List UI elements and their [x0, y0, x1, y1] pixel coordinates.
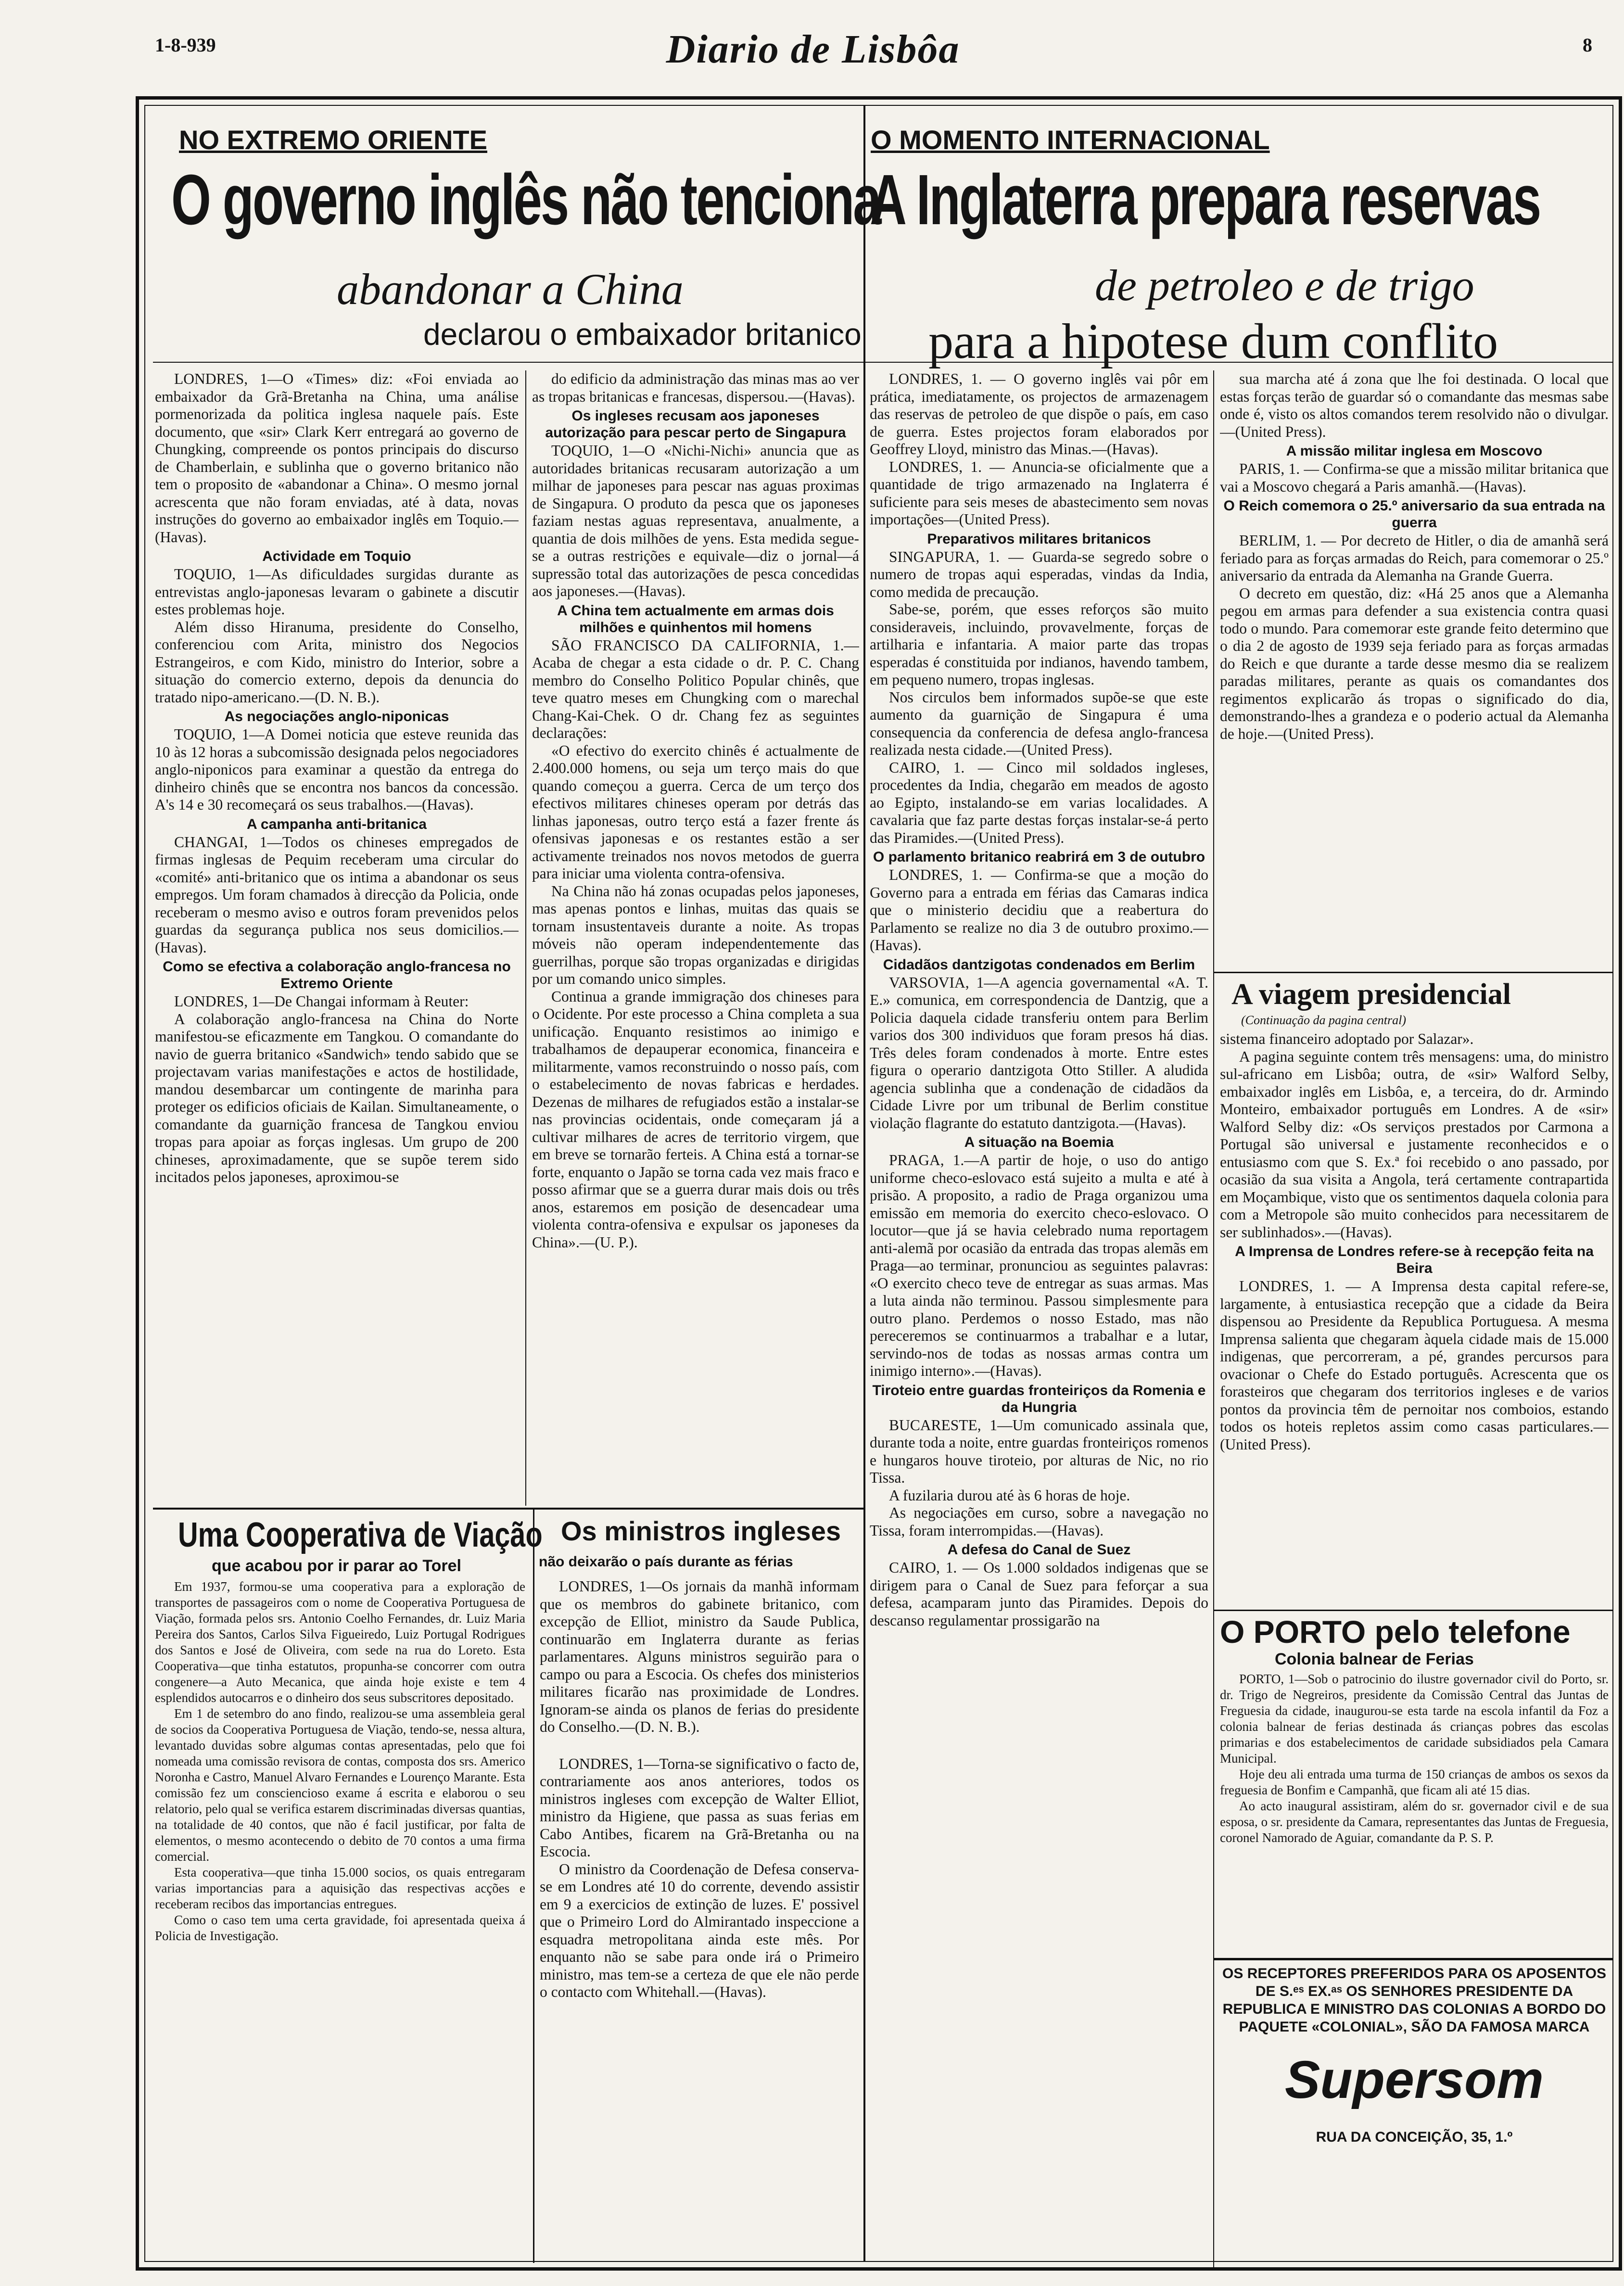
paragraph: TOQUIO, 1—As dificuldades surgidas durante as entrevistas anglo-japonesas levaram o gabinete a discutir estes problemas hoje.	[155, 566, 519, 618]
porto-title: O PORTO pelo telefone	[1220, 1614, 1571, 1650]
issue-date: 1-8-939	[155, 34, 216, 56]
spacer	[540, 1736, 859, 1755]
paragraph: LONDRES, 1—Torna-se significativo o facto de, contrariamente aos anos anteriores, todos os ministros ingleses com excepção de Walter Elliot, ministro da Higiene, que passa as suas ferias em Cabo Antibes, ficarem na Grã-Bretanha ou na Escocia.	[540, 1755, 859, 1860]
column-porto	[1220, 1671, 1609, 1955]
column-intl-2	[1220, 370, 1609, 967]
section-subhead: A missão militar inglesa em Moscovo	[1286, 443, 1543, 459]
headline-intl: A Inglaterra prepara reservas	[870, 160, 1540, 240]
paragraph: Além disso Hiranuma, presidente do Conselho, conferenciou com Arita, ministro dos Negocios Estrangeiros, e com Kido, ministro do Interior, sobre a situação do comercio externo, depois da denuncia do tratado nipo-americano.—(D. N. B.).	[155, 618, 519, 706]
paragraph: LONDRES, 1—Os jornais da manhã informam que os membros do gabinete britanico, com excepção de Elliot, ministro da Saude Publica, continuarão em Inglaterra durante as ferias parlamentares. Alguns ministros seguirão para o campo ou para a Escocia. Os chefes dos ministerios militares ficarão nas proximidade de Londres. Ignoram-se ainda os planos de ferias do presidente do Conselho.—(D. N. B.).	[540, 1578, 859, 1735]
paragraph: LONDRES, 1. — O governo inglês vai pôr em prática, imediatamente, os projectos de armazenagem das reservas de petroleo de que dispõe o país, em caso de guerra. Estes projectos foram elaborados por Geoffrey Lloyd, ministro das Minas.—(Havas).	[870, 370, 1208, 457]
headline-china: O governo inglês não tenciona	[171, 160, 880, 240]
paragraph: LONDRES, 1. — Confirma-se que a moção do Governo para a entrada em férias das Camaras indica que o ministerio decidiu que a reabertura do Parlamento se realize no dia 3 de outubro proximo.—(Havas).	[870, 866, 1208, 953]
section-rule	[1214, 1958, 1613, 1960]
paragraph: A fuzilaria durou até às 6 horas de hoje.	[889, 1486, 1130, 1504]
paragraph: PARIS, 1. — Confirma-se que a missão militar britanica que vai a Moscovo chegará a Paris amanhã.—(Havas).	[1220, 460, 1609, 495]
column-china-2	[532, 370, 859, 1507]
paragraph: Nos circulos bem informados supõe-se que este aumento da guarnição de Singapura é uma consequencia da conferencia de defesa anglo-francesa realizada nesta cidade.—(United Press).	[870, 688, 1208, 758]
paragraph: O ministro da Coordenação de Defesa conserva-se em Londres até 10 do corrente, devendo assistir em 9 a exercicios de extinção de luzes. E' possivel que o Primeiro Lord do Almirantado inspeccione a esquadra metropolitana ainda este mês. Por enquanto não se sabe para onde irá o Primeiro ministro, mas tem-se a certeza de que ele não perde o contacto com Whitehall.—(Havas).	[540, 1860, 859, 2000]
paragraph: CHANGAI, 1—Todos os chineses empregados de firmas inglesas de Pequim receberam uma circular do «comité» anti-britanico que os intima a abandonar os seus empregos. Um foram chamados à direcção da Policia, onde receberam o mesmo aviso e outros foram prevenidos pelos guardas da segurança publica nos seus domicilios.—(Havas).	[155, 833, 519, 956]
section-subhead: A situação na Boemia	[964, 1134, 1114, 1150]
column-rule	[525, 370, 526, 1506]
paragraph: Esta cooperativa—que tinha 15.000 socios, os quais entregaram varias importancias para a aquisição das respectivas acções e receberam recibos das importancias entregues.	[155, 1865, 525, 1911]
cooperativa-title: Uma Cooperativa de Viação	[178, 1516, 543, 1554]
paragraph: BERLIM, 1. — Por decreto de Hitler, o dia de amanhã será feriado para as forças armadas do Reich, para comemorar o 25.º aniversario da entrada da Alemanha na Grande Guerra.	[1220, 532, 1609, 584]
section-subhead: A China tem actualmente em armas dois milhões e quinhentos mil homens	[557, 602, 834, 635]
section-rule	[153, 1508, 864, 1510]
subhead2-china: declarou o embaixador britanico	[423, 317, 862, 352]
paragraph: O decreto em questão, diz: «Há 25 anos que a Alemanha pegou em armas para defender a sua existencia contra quasi todo o mundo. Para comemorar este grande feito determino que o dia 2 de agosto de 1939 seja feriado para as forças armadas do Reich e que durante a tarde desse mesmo dia se realizem paradas militares, perante as quais os comandantes dos regimentos explicarão ás tropas o significado do dia, demonstrando-lhes a grandeza e o poderio actual da Alemanha de hoje.—(United Press).	[1220, 584, 1609, 742]
paragraph: PORTO, 1—Sob o patrocinio do ilustre governador civil do Porto, sr. dr. Trigo de Negreiros, presidente da Comissão Central das Juntas de Freguesia da cidade, inaugurou-se esta tarde na escola infantil da Foz a colonia balnear de ferias destinada ás crianças pobres das escolas primarias e dos estabelecimentos de caridade subsidiados pela Camara Municipal.	[1220, 1672, 1609, 1765]
section-rule	[1214, 1610, 1613, 1611]
paragraph: LONDRES, 1—De Changai informam à Reuter:	[174, 993, 469, 1010]
subhead-intl: de petroleo e de trigo	[1095, 261, 1474, 310]
paragraph: TOQUIO, 1—O «Nichi-Nichi» anuncia que as autoridades britanicas recusaram autorização a um milhar de japoneses para pescar nas aguas proximas de Singapura. O produto da pesca que os japoneses faziam nestas aguas representava, anualmente, a quantia de dois milhões de yens. Esta medida segue-se a outras restrições e equivale—diz o jornal—á supressão total das autorizações de pesca concedidas aos japoneses.—(Havas).	[532, 442, 859, 599]
column-china-1	[155, 370, 519, 1507]
viagem-continuation: (Continuação da pagina central)	[1241, 1013, 1407, 1027]
masthead: Diario de Lisbôa	[666, 27, 960, 72]
paragraph: sua marcha até á zona que lhe foi destinada. O local que estas forças terão de guardar só o comandante das mesmas sabe onde é, visto os altos comandos terem resolvido não o divulgar.—(United Press).	[1220, 370, 1609, 440]
paragraph: A colaboração anglo-francesa na China do Norte manifestou-se eficazmente em Tangkou. O comandante do navio de guerra britanico «Sandwich» tendo sabido que se projectavam varias manifestações e actos de hostilidade, mandou desembarcar um contingente de marinha para proteger os edificios oficiais de Kailan. Simultaneamente, o comandante da guarnição francesa de Tangkou enviou tropas para apoiar as forças inglesas. Um grupo de 200 chineses, aproximadamente, que se supõe terem sido incitados pelos japoneses, aproximou-se	[155, 1010, 519, 1185]
column-rule	[1213, 370, 1214, 2271]
section-subhead: O parlamento britanico reabrirá em 3 de outubro	[873, 849, 1205, 865]
section-subhead: Preparativos militares britanicos	[927, 531, 1151, 547]
column-ministros	[540, 1578, 859, 2261]
section-rule	[1214, 972, 1613, 973]
paragraph: As negociações em curso, sobre a navegação no Tissa, foram interrompidas.—(Havas).	[870, 1504, 1208, 1539]
paragraph: Ao acto inaugural assistiram, além do sr. governador civil e de sua esposa, o sr. presidente da Camara, representantes das Juntas de Freguesia, coronel Namorado de Aguiar, comandante da P. S. P.	[1220, 1799, 1609, 1845]
porto-subtitle: Colonia balnear de Ferias	[1275, 1650, 1474, 1668]
paragraph: LONDRES, 1. — Anuncia-se oficialmente que a quantidade de trigo armazenado na Inglaterra é suficiente para seis meses de abastecimento sem novas importações—(United Press).	[870, 458, 1208, 528]
center-divider	[863, 106, 865, 2261]
section-subhead: Cidadãos dantzigotas condenados em Berlim	[883, 956, 1195, 973]
section-subhead: As negociações anglo-niponicas	[224, 709, 449, 724]
subhead-china: abandonar a China	[337, 265, 684, 314]
paragraph: Na China não há zonas ocupadas pelos japoneses, mas apenas pontos e linhas, muitas das quais se tornam insustentaveis durante a noite. As tropas móveis não operam independentemente das guerrilhas, porque são tropas organizadas e dirigidas por um comando unico simples.	[532, 882, 859, 987]
paragraph: VARSOVIA, 1—A agencia governamental «A. T. E.» comunica, em correspondencia de Dantzig, que a Policia daquela cidade transferiu ontem para Berlim varios dos 300 individuos que foram presos há dias. Três deles foram condenados à morte. Entre estes figura o operario dantzigota Otto Stiller. A aludida agencia sublinha que a condenação de cidadãos da Cidade Livre por um tribunal de Berlim constitue violação flagrante do estatuto dantzigota.—(Havas).	[870, 974, 1208, 1131]
section-subhead: Os ingleses recusam aos japoneses autorização para pescar perto de Singapura	[545, 408, 846, 441]
paragraph: Em 1 de setembro do ano findo, realizou-se uma assembleia geral de socios da Cooperativa Portuguesa de Viação, tendo-se, nessa altura, levantado duvidas sobre algumas contas apresentadas, pelo que foi nomeada uma comissão revisora de contas, composta dos srs. Americo Noronha e Castro, Manuel Alvaro Fernandes e Lourenço Marante. Esta comissão fez um consciencioso exame á escrita e elaborou o seu relatorio, pelo qual se verifica estarem discriminadas diversas quantias, na totalidade de 40 contos, que não é facil justificar, por falta de elementos, o mesmo acontecendo o debito de 70 contos a uma firma comercial.	[155, 1706, 525, 1864]
column-intl-1	[870, 370, 1208, 2261]
paragraph: Em 1937, formou-se uma cooperativa para a exploração de transportes de passageiros com o nome de Cooperativa Portuguesa de Viação, formada pelos srs. Antonio Coelho Fernandes, dr. Luiz Maria Pereira dos Santos, Carlos Silva Figueiredo, Luiz Portugal Rodrigues dos Santos e José de Oliveira, com sede na rua do Loreto. Esta Cooperativa—que tinha estatutos, propunha-se concorrer com outra congenere—a Auto Mecanica, que ainda hoje existe e tem 4 esplendidos autocarros e o dinheiro dos seus subscritores depositado.	[155, 1579, 525, 1705]
ad-brand: Supersom	[1285, 2050, 1544, 2109]
paragraph: CAIRO, 1. — Os 1.000 soldados indigenas que se dirigem para o Canal de Suez para feforçar a sua defesa, acamparam junto das Piramides. Depois do descanso regulamentar prossigarão na	[870, 1559, 1208, 1629]
paragraph: A pagina seguinte contem três mensagens: uma, do ministro sul-africano em Lisbôa; outra, de «sir» Walford Selby, embaixador inglês em Lisbôa, e, a terceira, do dr. Armindo Monteiro, embaixador português em Londres. A de «sir» Walford Selby diz: «Os serviços prestados por Carmona a Portugal são universal e justamente reconhecidos e o entusiasmo com que S. Ex.ª foi recebido o ano passado, por ocasião da sua visita a Angola, terá certamente contrapartida em Moçambique, visto que os sentimentos daquela colonia para com a Metropole são muito conhecidos para necessitarem de ser sublinhados».—(Havas).	[1220, 1048, 1609, 1241]
paragraph: BUCARESTE, 1—Um comunicado assinala que, durante toda a noite, entre guardas fronteiriços romenos e hungaros houve tiroteio, por alturas de Nic, no rio Tissa.	[870, 1416, 1208, 1486]
paragraph: SÃO FRANCISCO DA CALIFORNIA, 1.—Acaba de chegar a esta cidade o dr. P. C. Chang membro do Conselho Politico Popular chinês, que teve quatro meses em Chungking com o marechal Chang-Kai-Chek. O dr. Chang fez as seguintes declarações:	[532, 636, 859, 741]
column-viagem	[1220, 1030, 1609, 1608]
section-subhead: O Reich comemora o 25.º aniversario da sua entrada na guerra	[1223, 498, 1605, 531]
paragraph: CAIRO, 1. — Cinco mil soldados ingleses, procedentes da India, chegarão em meados de agosto ao Egipto, instalando-se em varias localidades. A cavalaria que faz parte destas forças instalar-se-á perto das Piramides.—(United Press).	[870, 759, 1208, 846]
section-subhead: A Imprensa de Londres refere-se à recepção feita na Beira	[1235, 1244, 1594, 1276]
section-subhead: Como se efectiva a colaboração anglo-francesa no Extremo Oriente	[163, 959, 511, 991]
paragraph: «O efectivo do exercito chinês é actualmente de 2.400.000 homens, ou seja um terço mais do que quando começou a guerra. Cerca de um terço dos efectivos militares chineses operam por detrás das linhas japonesas, outro terço está a fazer frente ás ofensivas japonesas e os restantes estão a ser activamente treinados nos novos metodos de guerra para iniciar uma violenta contra-ofensiva.	[532, 742, 859, 882]
paragraph: Continua a grande immigração dos chineses para o Ocidente. Por este processo a China completa a sua unificação. Enquanto resistimos ao inimigo e trabalhamos de depauperar economica, financeira e militarmente, vamos reconstruindo o nosso país, com o estabelecimento de novas fabricas e herdades. Dezenas de milhares de refugiados estão a instalar-se nas provincias ocidentais, onde começaram já a cultivar milhares de acres de territorio virgem, que em breve se tornarão ferteis. A China está a tornar-se forte, enquanto o Japão se torna cada vez mais fraco e posso afirmar que se a guerra durar mais dois ou três anos, estaremos em posição de desencadear uma violenta contra-ofensiva e expulsar os japoneses da China».—(U. P.).	[532, 988, 859, 1251]
ad-text: OS RECEPTORES PREFERIDOS PARA OS APOSENTOS DE S.ᵉˢ EX.ᵃˢ OS SENHORES PRESIDENTE DA REPUBLICA E MINISTRO DAS COLONIAS A BORDO DO PAQUETE «COLONIAL», SÃO DA FAMOSA MARCA	[1222, 1966, 1606, 2035]
viagem-title: A viagem presidencial	[1231, 978, 1511, 1011]
cooperativa-subtitle: que acabou por ir parar ao Torel	[212, 1557, 461, 1575]
column-cooperativa	[155, 1579, 525, 2260]
paragraph: LONDRES, 1—O «Times» diz: «Foi enviada ao embaixador da Grã-Bretanha na China, uma análise pormenorizada da politica inglesa naquele país. Este documento, que «sir» Clark Kerr entregará ao governo de Chungking, compreende os pontos principais do discurso de Chamberlain, e sublinha que o governo britanico não tem o proposito de «abandonar a China». O mesmo jornal acrescenta que não foram enviadas, até à data, novas instruções do governo ao embaixador inglês em Toquio.—(Havas).	[155, 370, 519, 546]
paragraph: Como o caso tem uma certa gravidade, foi apresentada queixa á Policia de Investigação.	[155, 1913, 525, 1943]
kicker-intl: O MOMENTO INTERNACIONAL	[871, 125, 1270, 155]
section-subhead: Actividade em Toquio	[262, 548, 411, 564]
ad-address: RUA DA CONCEIÇÃO, 35, 1.º	[1316, 2129, 1513, 2145]
page-number: 8	[1583, 34, 1592, 56]
column-rule	[533, 1508, 534, 2263]
paragraph: TOQUIO, 1—A Domei noticia que esteve reunida das 10 às 12 horas a subcomissão designada pelos negociadores anglo-niponicos para examinar a questão da entrega do dinheiro chinês que se encontra nos bancos da concessão. A's 14 e 30 recomeçará os seus trabalhos.—(Havas).	[155, 726, 519, 813]
paragraph: LONDRES, 1. — A Imprensa desta capital refere-se, largamente, à entusiastica recepção que a cidade da Beira dispensou ao Presidente da Republica Portuguesa. A mesma Imprensa salienta que chegaram àquela cidade mais de 15.000 indigenas, que percorreram, a pé, grandes percursos para ovacionar o Chefe do Estado português. Acrescenta que os forasteiros que chegaram dos territorios ingleses e de varios pontos da provincia têm de pernoitar nos comboios, estando todos os hoteis repletos assim como casas particulares.—(United Press).	[1220, 1278, 1609, 1453]
section-subhead: A campanha anti-britanica	[247, 816, 427, 832]
paragraph: do edificio da administração das minas mas ao ver as tropas britanicas e francesas, dispersou.—(Havas).	[532, 370, 859, 405]
paragraph: Sabe-se, porém, que esses reforços são muito consideraveis, incluindo, provavelmente, forças de artilharia e infantaria. A maior parte das tropas esperadas é constituida por indianos, havendo tambem, em pequeno numero, tropas inglesas.	[870, 601, 1208, 688]
section-subhead: Tiroteio entre guardas fronteiriços da Romenia e da Hungria	[872, 1382, 1206, 1415]
paragraph: SINGAPURA, 1. — Guarda-se segredo sobre o numero de tropas aqui esperadas, vindas da India, como medida de precaução.	[870, 548, 1208, 600]
ministros-subtitle: não deixarão o país durante as férias	[539, 1554, 793, 1570]
subhead2-intl: para a hipotese dum conflito	[928, 314, 1498, 369]
paragraph: Hoje deu ali entrada uma turma de 150 crianças de ambos os sexos da freguesia de Bonfim e Campanhã, que ficam ali até 15 dias.	[1220, 1767, 1609, 1797]
paragraph: PRAGA, 1.—A partir de hoje, o uso do antigo uniforme checo-eslovaco está sujeito a multa e até à prisão. A proposito, a radio de Praga organizou uma emissão em memoria do exercito checo-eslovaco. O locutor—que já se havia celebrado numa reportagem anti-alemã por ocasião da entrada das tropas alemãs em Praga—ao terminar, pronunciou as seguintes palavras: «O exercito checo teve de entregar as suas armas. Mas a luta ainda não terminou. Passou simplesmente para outro plano. Perdemos o nosso Estado, mas não pereceremos se continuarmos a trabalhar e a lutar, servindo-nos de todas as nossas armas contra um inimigo interno».—(Havas).	[870, 1152, 1208, 1379]
section-subhead: A defesa do Canal de Suez	[947, 1542, 1131, 1558]
paragraph: sistema financeiro adoptado por Salazar».	[1220, 1030, 1474, 1047]
ministros-title: Os ministros ingleses	[561, 1516, 841, 1546]
kicker-china: NO EXTREMO ORIENTE	[179, 125, 487, 155]
